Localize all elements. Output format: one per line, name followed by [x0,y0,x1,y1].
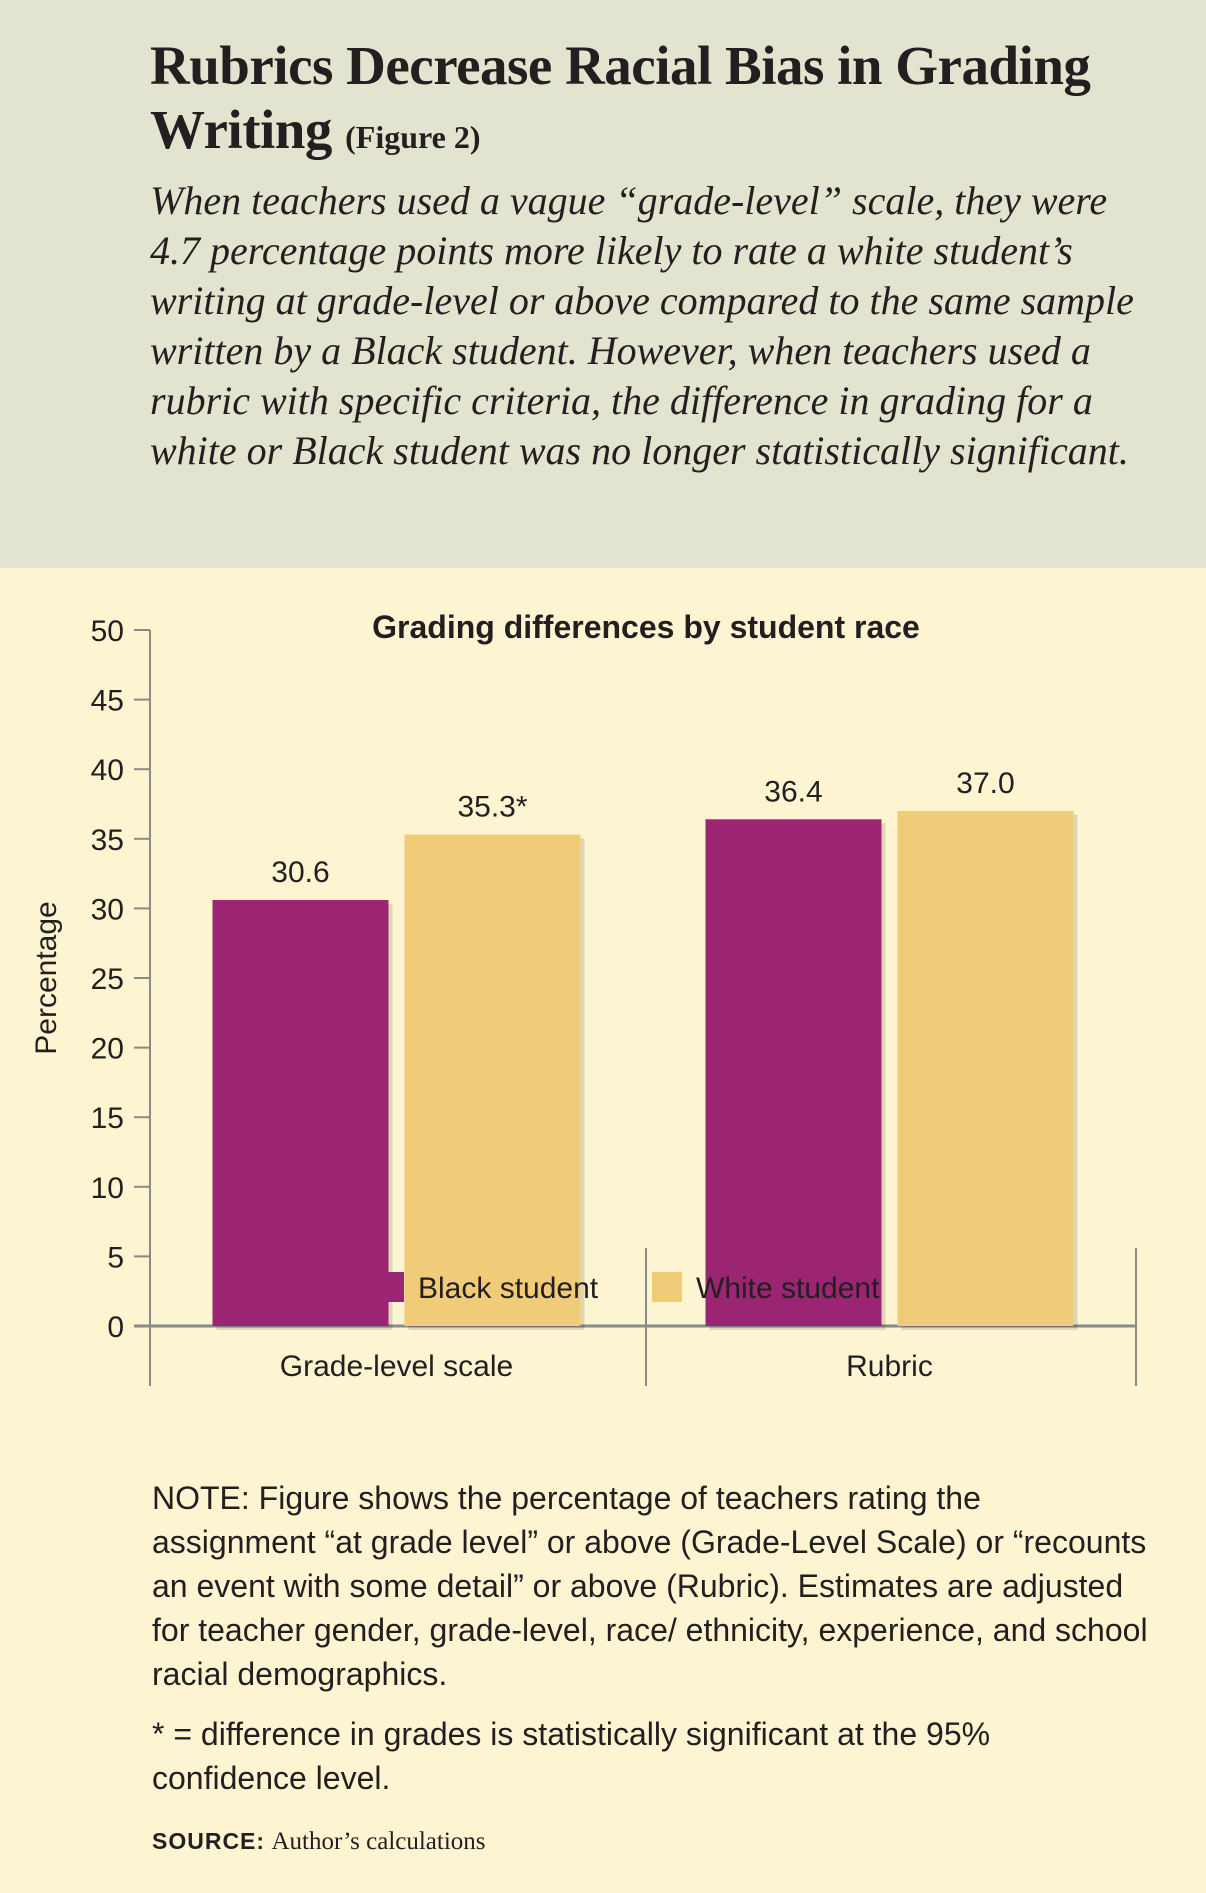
figure-label: (Figure 2) [345,119,481,155]
significance-note: * = difference in grades is statistically significant at the 95% confidence level. [152,1716,991,1796]
y-tick-label: 40 [90,754,124,788]
page-title [150,34,1110,169]
bar-white-student [898,811,1074,1326]
bar-value-label: 37.0 [956,766,1015,800]
y-tick-label: 35 [90,823,124,857]
source-line [152,1826,1152,1857]
bar-black-student [706,819,882,1326]
y-tick-label: 0 [107,1311,124,1344]
source-text: Author’s calculations [271,1828,486,1855]
title-text: Rubrics Decrease Racial Bias in Grading Writing [150,35,1091,160]
bar-black-student [213,900,389,1326]
legend-swatch [374,1272,404,1302]
bar-white-student [405,835,581,1326]
y-tick-label: 5 [107,1241,124,1275]
header-panel [0,0,1206,568]
chart-description: When teachers used a vague “grade-level” scale, they were 4.7 percentage points more likely to rate a white student’s writing at grade-level or above compared to the same sample written by a Black student. However, when teachers used a rubric with specific criteria, the difference in grading for a white or Black student was no longer statistically significant. [150,178,1134,473]
legend-label: Black student [418,1272,599,1305]
legend-swatch [652,1272,682,1302]
bar-chart [0,568,1206,1428]
y-tick-label: 25 [90,963,124,996]
y-axis-label: Percentage [30,901,63,1055]
x-category-label: Grade-level scale [279,1350,514,1383]
x-category-label: Rubric [846,1350,933,1383]
legend-label: White student [696,1272,880,1305]
bar-value-label: 36.4 [764,775,823,809]
y-tick-label: 30 [90,893,124,927]
y-tick-label: 10 [90,1171,124,1205]
bar-value-label: 30.6 [271,856,330,890]
y-tick-label: 45 [90,684,124,718]
y-tick-label: 20 [90,1032,124,1066]
bar-value-label: 35.3* [457,790,528,824]
chart-title: Grading differences by student race [372,609,920,645]
y-tick-label: 50 [90,615,124,648]
y-tick-label: 15 [90,1102,124,1136]
source-label: SOURCE: [152,1828,266,1854]
figure-note: NOTE: Figure shows the percentage of teachers rating the assignment “at grade level” or above (Grade-Level Scale) or “recounts an event with some detail” or above (Rubric). Estimates are adjusted for teacher gender, grade-level, race/ ethnicity, experience, and school racial demographics. [152,1480,1148,1692]
bar-chart-svg [0,568,1206,1428]
